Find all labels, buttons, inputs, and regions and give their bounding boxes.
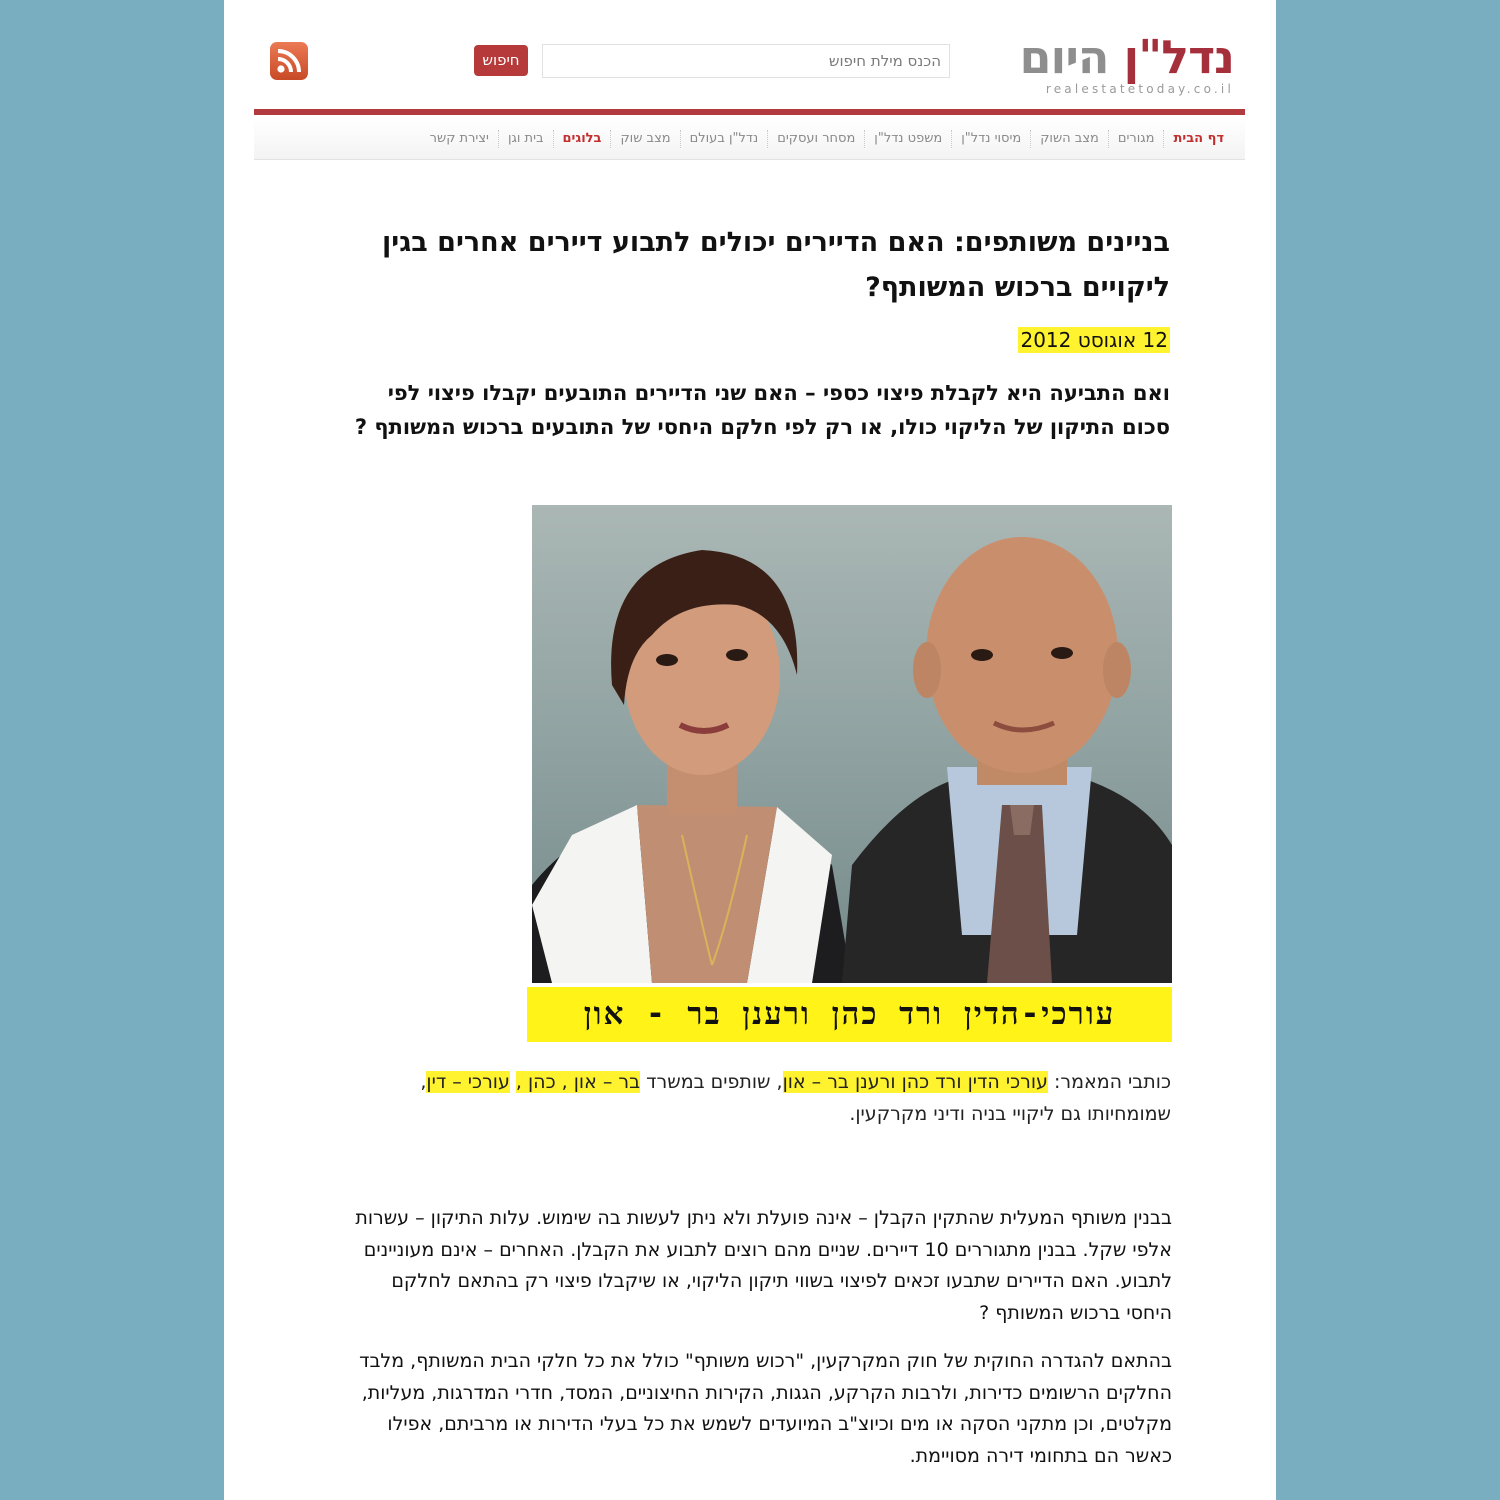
nav-item-home-garden[interactable]: בית וגן (498, 130, 553, 148)
site-logo[interactable] (1020, 30, 1234, 96)
authors-suffix: , שמומחיותו גם ליקויי בניה ודיני מקרקעין. (420, 1071, 1171, 1125)
authors-names: עורכי הדין ורד כהן ורענן בר – און (782, 1071, 1048, 1093)
article-page (224, 0, 1276, 1500)
authors-middle: , שותפים במשרד (640, 1071, 783, 1093)
main-nav (254, 118, 1245, 160)
article-paragraph: בבנין משותף המעלית שהתקין הקבלן – אינה פועלת ולא ניתן לעשות בה שימוש. עלות התיקון – עשרות אלפי שקל. בבנין מתגוררים 10 דיירים. שניים מהם רוצים לתבוע את הקבלן. האחרים – אינם מעוניינים לתבוע. האם הדיירים שתבעו זכאים לפיצוי בשווי תיקון הליקוי, או שיקבלו פיצוי רק בהתאם לחלקם היחסי ברכוש המשותף ? (355, 1207, 1172, 1324)
search-button[interactable]: חיפוש (474, 45, 528, 76)
article-date: 12 אוגוסט 2012 (1020, 328, 1168, 352)
rss-icon (270, 42, 308, 80)
nav-item-market-state[interactable]: מצב השוק (1030, 130, 1108, 148)
nav-item-residential[interactable]: מגורים (1108, 130, 1164, 148)
logo-text-red: נדל"ן (1123, 30, 1234, 84)
nav-item-world[interactable]: נדל"ן בעולם (680, 130, 768, 148)
rss-feed-button[interactable] (270, 42, 308, 80)
authors-firm-line2: עורכי – דין (426, 1071, 510, 1093)
authors-firm: בר – און , כהן , (515, 1071, 641, 1093)
logo-text-grey: היום (1019, 30, 1109, 84)
article-lede: ואם התביעה היא לקבלת פיצוי כספי – האם שני הדיירים התובעים יקבלו פיצוי לפי סכום התיקון של הליקוי כולו, או רק לפי חלקם היחסי של התובעים ברכוש המשותף ? (354, 381, 1170, 439)
nav-item-commerce[interactable]: מסחר ועסקים (767, 130, 864, 148)
logo-domain: realestatetoday.co.il (1045, 82, 1234, 96)
header-divider (254, 109, 1245, 115)
photo-caption: עורכי-הדין ורד כהן ורענן בר - און (527, 987, 1172, 1042)
nav-item-real-estate-tax[interactable]: מיסוי נדל"ן (951, 130, 1030, 148)
article-title: בניינים משותפים: האם הדיירים יכולים לתבוע דיירים אחרים בגין ליקויים ברכוש המשותף? (382, 227, 1170, 303)
nav-item-blogs[interactable]: בלוגים (553, 130, 611, 148)
article-body (342, 1203, 1172, 1472)
article-paragraph: בהתאם להגדרה החוקית של חוק המקרקעין, "רכוש משותף" כולל את כל חלקי הבית המשותף, מלבד החלקים הרשומים כדירות, ולרבות הקרקע, הגגות, הקירות החיצוניים, המסד, חדרי המדרגות, מעליות, מקלטים, וכן מתקני הסקה או מים וכיוצ"ב המיועדים לשמש את כל בעלי הדירות או מרביתם, אפילו כאשר הם בתחומי דירה מסויימת. (359, 1350, 1172, 1467)
nav-item-home[interactable]: דף הבית (1163, 130, 1233, 148)
nav-item-contact[interactable]: יצירת קשר (429, 130, 489, 146)
nav-item-market[interactable]: מצב שוק (610, 130, 679, 148)
search-input[interactable] (542, 44, 950, 78)
article-header (354, 220, 1170, 444)
authors-photo (532, 505, 1172, 983)
authors-prefix: כותבי המאמר: (1047, 1071, 1171, 1093)
nav-item-real-estate-law[interactable]: משפט נדל"ן (864, 130, 951, 148)
article-authors (374, 1066, 1171, 1130)
